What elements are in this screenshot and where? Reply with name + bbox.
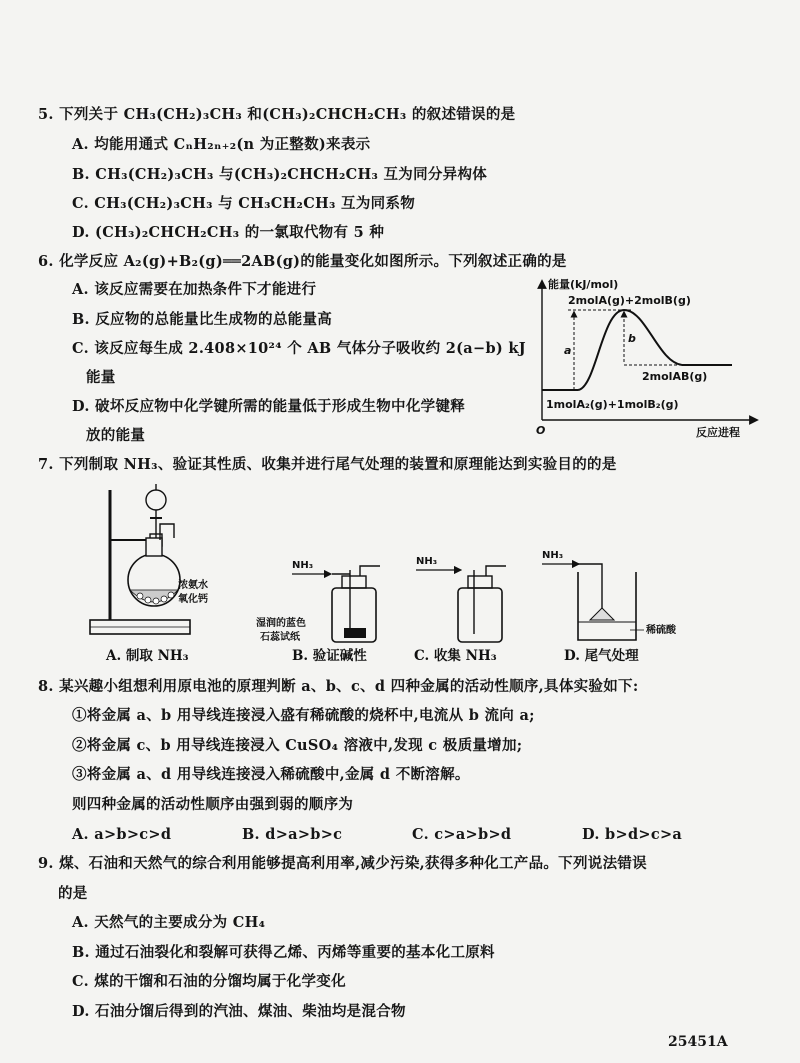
c-nh3-label: NH₃ xyxy=(416,556,438,567)
q7-caption-c: C. 收集 NH₃ xyxy=(414,648,497,664)
q6-option-b: B. 反应物的总能量比生成物的总能量高 xyxy=(72,311,333,328)
y-axis-label: 能量(kJ/mol) xyxy=(548,278,619,291)
q8-step-2: ②将金属 c、b 用导线连接浸入 CuSO₄ 溶液中,发现 c 极质量增加; xyxy=(72,737,523,754)
q9-option-a: A. 天然气的主要成分为 CH₄ xyxy=(72,914,266,931)
reactant-state-label: 1molA₂(g)+1molB₂(g) xyxy=(546,398,679,411)
a-reagent-2: 氧化钙 xyxy=(178,594,208,605)
q9-stem-cont: 的是 xyxy=(58,885,88,902)
q7-caption-d: D. 尾气处理 xyxy=(564,648,639,664)
origin-label: O xyxy=(536,424,546,437)
apparatus-a xyxy=(90,484,208,664)
label-b: b xyxy=(628,332,636,345)
q9-option-b: B. 通过石油裂化和裂解可获得乙烯、丙烯等重要的基本化工原料 xyxy=(72,944,495,961)
q7-caption-a: A. 制取 NH₃ xyxy=(106,648,189,664)
x-axis-label: 反应进程 xyxy=(696,426,740,439)
q9-option-d: D. 石油分馏后得到的汽油、煤油、柴油均是混合物 xyxy=(72,1003,406,1020)
apparatus-b xyxy=(256,560,380,664)
q5-option-a: A. 均能用通式 CₙH₂ₙ₊₂(n 为正整数)来表示 xyxy=(72,136,371,153)
q6-option-d: D. 破坏反应物中化学键所需的能量低于形成生物中化学键释 xyxy=(72,398,466,415)
b-nh3-label: NH₃ xyxy=(292,560,314,571)
d-nh3-label: NH₃ xyxy=(542,550,564,561)
energy-diagram xyxy=(532,270,767,445)
q6-option-c: C. 该反应每生成 2.408×10²⁴ 个 AB 气体分子吸收约 2(a−b) kJ xyxy=(72,340,526,357)
q8-question: 则四种金属的活动性顺序由强到弱的顺序为 xyxy=(72,796,354,813)
q8-stem: 8. 某兴趣小组想利用原电池的原理判断 a、b、c、d 四种金属的活动性顺序,具体实验如下: xyxy=(38,678,639,695)
a-reagent-1: 浓氨水 xyxy=(178,580,208,591)
q6-option-c-cont: 能量 xyxy=(86,369,116,386)
product-state-label: 2molAB(g) xyxy=(642,370,708,383)
q9-option-c: C. 煤的干馏和石油的分馏均属于化学变化 xyxy=(72,973,346,990)
q8-option-a: A. a>b>c>d xyxy=(72,826,172,843)
b-paper-label-1: 湿润的蓝色 xyxy=(256,618,306,629)
q9-stem: 9. 煤、石油和天然气的综合利用能够提高利用率,减少污染,获得多种化工产品。下列说法错误 xyxy=(38,855,647,872)
q5-option-d: D. (CH₃)₂CHCH₂CH₃ 的一氯取代物有 5 种 xyxy=(72,224,385,241)
apparatus-d xyxy=(542,550,677,664)
q6-option-a: A. 该反应需要在加热条件下才能进行 xyxy=(72,281,317,298)
q8-step-1: ①将金属 a、b 用导线连接浸入盛有稀硫酸的烧杯中,电流从 b 流向 a; xyxy=(72,707,535,724)
b-paper-label-2: 石蕊试纸 xyxy=(260,632,300,643)
q7-caption-b: B. 验证碱性 xyxy=(292,648,367,664)
q6-option-d-cont: 放的能量 xyxy=(86,427,146,444)
q7-stem: 7. 下列制取 NH₃、验证其性质、收集并进行尾气处理的装置和原理能达到实验目的的是 xyxy=(38,456,617,473)
q5-option-b: B. CH₃(CH₂)₃CH₃ 与(CH₃)₂CHCH₂CH₃ 互为同分异构体 xyxy=(72,166,488,183)
q8-step-3: ③将金属 a、d 用导线连接浸入稀硫酸中,金属 d 不断溶解。 xyxy=(72,766,470,783)
apparatus-figure xyxy=(70,480,710,670)
q8-option-d: D. b>d>c>a xyxy=(582,826,683,843)
q5-option-c: C. CH₃(CH₂)₃CH₃ 与 CH₃CH₂CH₃ 互为同系物 xyxy=(72,195,416,212)
d-acid-label: 稀硫酸 xyxy=(646,625,676,636)
apparatus-c xyxy=(414,556,506,664)
q6-stem: 6. 化学反应 A₂(g)+B₂(g)══2AB(g)的能量变化如图所示。下列叙述正确的是 xyxy=(38,253,567,270)
q8-option-c: C. c>a>b>d xyxy=(412,826,512,843)
paper-code: 25451A xyxy=(668,1034,728,1050)
q8-option-b: B. d>a>b>c xyxy=(242,826,343,843)
label-a: a xyxy=(564,344,572,357)
top-state-label: 2molA(g)+2molB(g) xyxy=(568,294,691,307)
q5-stem: 5. 下列关于 CH₃(CH₂)₃CH₃ 和(CH₃)₂CHCH₂CH₃ 的叙述错误的是 xyxy=(38,106,516,123)
